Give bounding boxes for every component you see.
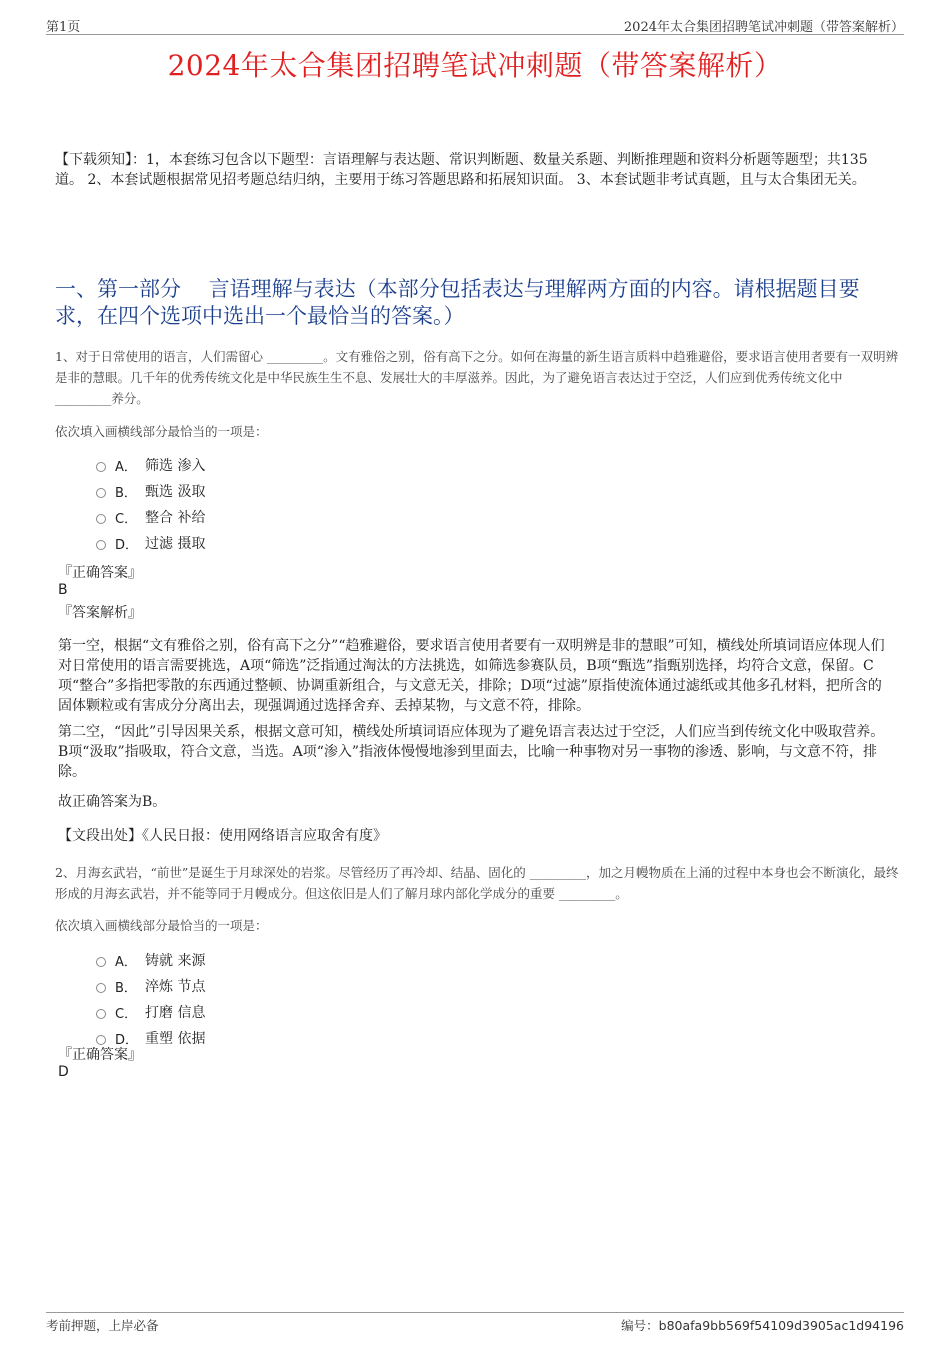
page-footer — [46, 1312, 904, 1333]
question-1-analysis-label: 『答案解析』 — [58, 605, 142, 621]
question-1-prompt: 依次填入画横线部分最恰当的一项是： — [55, 424, 268, 439]
analysis-source: 【文段出处】《人民日报：使用网络语言应取舍有度》 — [58, 828, 387, 844]
question-1-answer-label: 『正确答案』 — [58, 565, 142, 581]
footer-slogan: 考前押题，上岸必备 — [46, 1318, 159, 1333]
question-2-answer: D — [58, 1064, 69, 1080]
doc-id-code: b80afa9bb569f54109d3905ac1d94196 — [658, 1318, 904, 1333]
download-notice: 【下载须知】：1，本套练习包含以下题型：言语理解与表达题、常识判断题、数量关系题、判断推理题和资料分析题等题型；共135道。 2、本套试题根据常见招考题总结归纳，主要用于练习答题思路和拓展知识面。 3、本套试题非考试真题，且与太合集团无关。 — [55, 152, 868, 188]
question-2-stem: 2、月海玄武岩，“前世”是诞生于月球深处的岩浆。尽管经历了再冷却、结晶、固化的 _________，加之月幔物质在上涌的过程中本身也会不断演化，最终形成的月海玄武岩，并不能等同于月幔成分。但这依旧是人们了解月球内部化学成分的重要 _________。 — [55, 865, 899, 901]
question-1-stem: 1、对于日常使用的语言，人们需留心 _________。文有雅俗之别，俗有高下之分。如何在海量的新生语言质料中趋雅避俗，要求语言使用者要有一双明辨是非的慧眼。几千年的优秀传统文化是中华民族生生不息、发展壮大的丰厚滋养。因此，为了避免语言表达过于空泛，人们应到优秀传统文化中 _________养分。 — [55, 349, 899, 406]
radio-icon[interactable] — [96, 488, 106, 498]
option-text: 淬炼 节点 — [145, 979, 206, 995]
option-text: 打磨 信息 — [145, 1005, 206, 1021]
document-title: 2024年太合集团招聘笔试冲刺题（带答案解析） — [167, 49, 783, 82]
radio-icon[interactable] — [96, 1009, 106, 1019]
doc-id-label: 编号： — [621, 1318, 659, 1333]
option-d[interactable]: D． 过滤 摄取 — [96, 530, 205, 556]
option-text: 整合 补给 — [145, 510, 206, 526]
analysis-conclusion: 故正确答案为B。 — [58, 794, 167, 810]
option-a[interactable]: A． 筛选 渗入 — [96, 452, 205, 478]
option-b[interactable]: B． 淬炼 节点 — [96, 973, 205, 999]
option-a[interactable]: A． 铸就 来源 — [96, 947, 205, 973]
option-c[interactable]: C． 打磨 信息 — [96, 999, 205, 1025]
page-number: 第1页 — [46, 20, 81, 35]
analysis-paragraph-2: 第二空，“因此”引导因果关系，根据文意可知，横线处所填词语应体现为了避免语言表达过于空泛，人们应当到传统文化中吸取营养。B项“汲取”指吸取，符合文意，当选。A项“渗入”指液体慢慢地渗到里面去，比喻一种事物对另一事物的渗透、影响，与文意不符，排除。 — [58, 724, 885, 780]
question-2-options — [96, 947, 205, 1051]
analysis-paragraph-1: 第一空，根据“文有雅俗之别，俗有高下之分”“趋雅避俗，要求语言使用者要有一双明辨是非的慧眼”可知，横线处所填词语应体现人们对日常使用的语言需要挑选，A项“筛选”泛指通过淘汰的方法挑选，如筛选参赛队员，B项“甄选”指甄别选择，均符合文意，保留。C项“整合”多指把零散的东西通过整顿、协调重新组合，与文意无关，排除；D项“过滤”原指使流体通过滤纸或其他多孔材料，把所含的固体颗粒或有害成分分离出去，现强调通过选择舍弃、丢掉某物，与文意不符，排除。 — [58, 638, 885, 714]
radio-icon[interactable] — [96, 983, 106, 993]
radio-icon[interactable] — [96, 540, 106, 550]
option-c[interactable]: C． 整合 补给 — [96, 504, 205, 530]
option-d[interactable]: D． 重塑 依据 — [96, 1025, 205, 1051]
option-text: 过滤 摄取 — [145, 536, 206, 552]
question-1-answer: B — [58, 582, 68, 598]
option-text: 铸就 来源 — [145, 953, 206, 969]
radio-icon[interactable] — [96, 957, 106, 967]
radio-icon[interactable] — [96, 462, 106, 472]
page-header — [46, 14, 904, 35]
option-text: 筛选 渗入 — [145, 458, 206, 474]
question-2-prompt: 依次填入画横线部分最恰当的一项是： — [55, 918, 268, 933]
header-doc-title: 2024年太合集团招聘笔试冲刺题（带答案解析） — [623, 20, 904, 35]
radio-icon[interactable] — [96, 514, 106, 524]
option-text: 甄选 汲取 — [145, 484, 206, 500]
question-1-options — [96, 452, 205, 556]
question-2-answer-label: 『正确答案』 — [58, 1047, 142, 1063]
footer-doc-id — [621, 1316, 904, 1334]
section-heading: 一、第一部分 言语理解与表达（本部分包括表达与理解两方面的内容。请根据题目要求，在四个选项中选出一个最恰当的答案。） — [55, 277, 860, 328]
option-text: 重塑 依据 — [145, 1031, 206, 1047]
option-b[interactable]: B． 甄选 汲取 — [96, 478, 205, 504]
